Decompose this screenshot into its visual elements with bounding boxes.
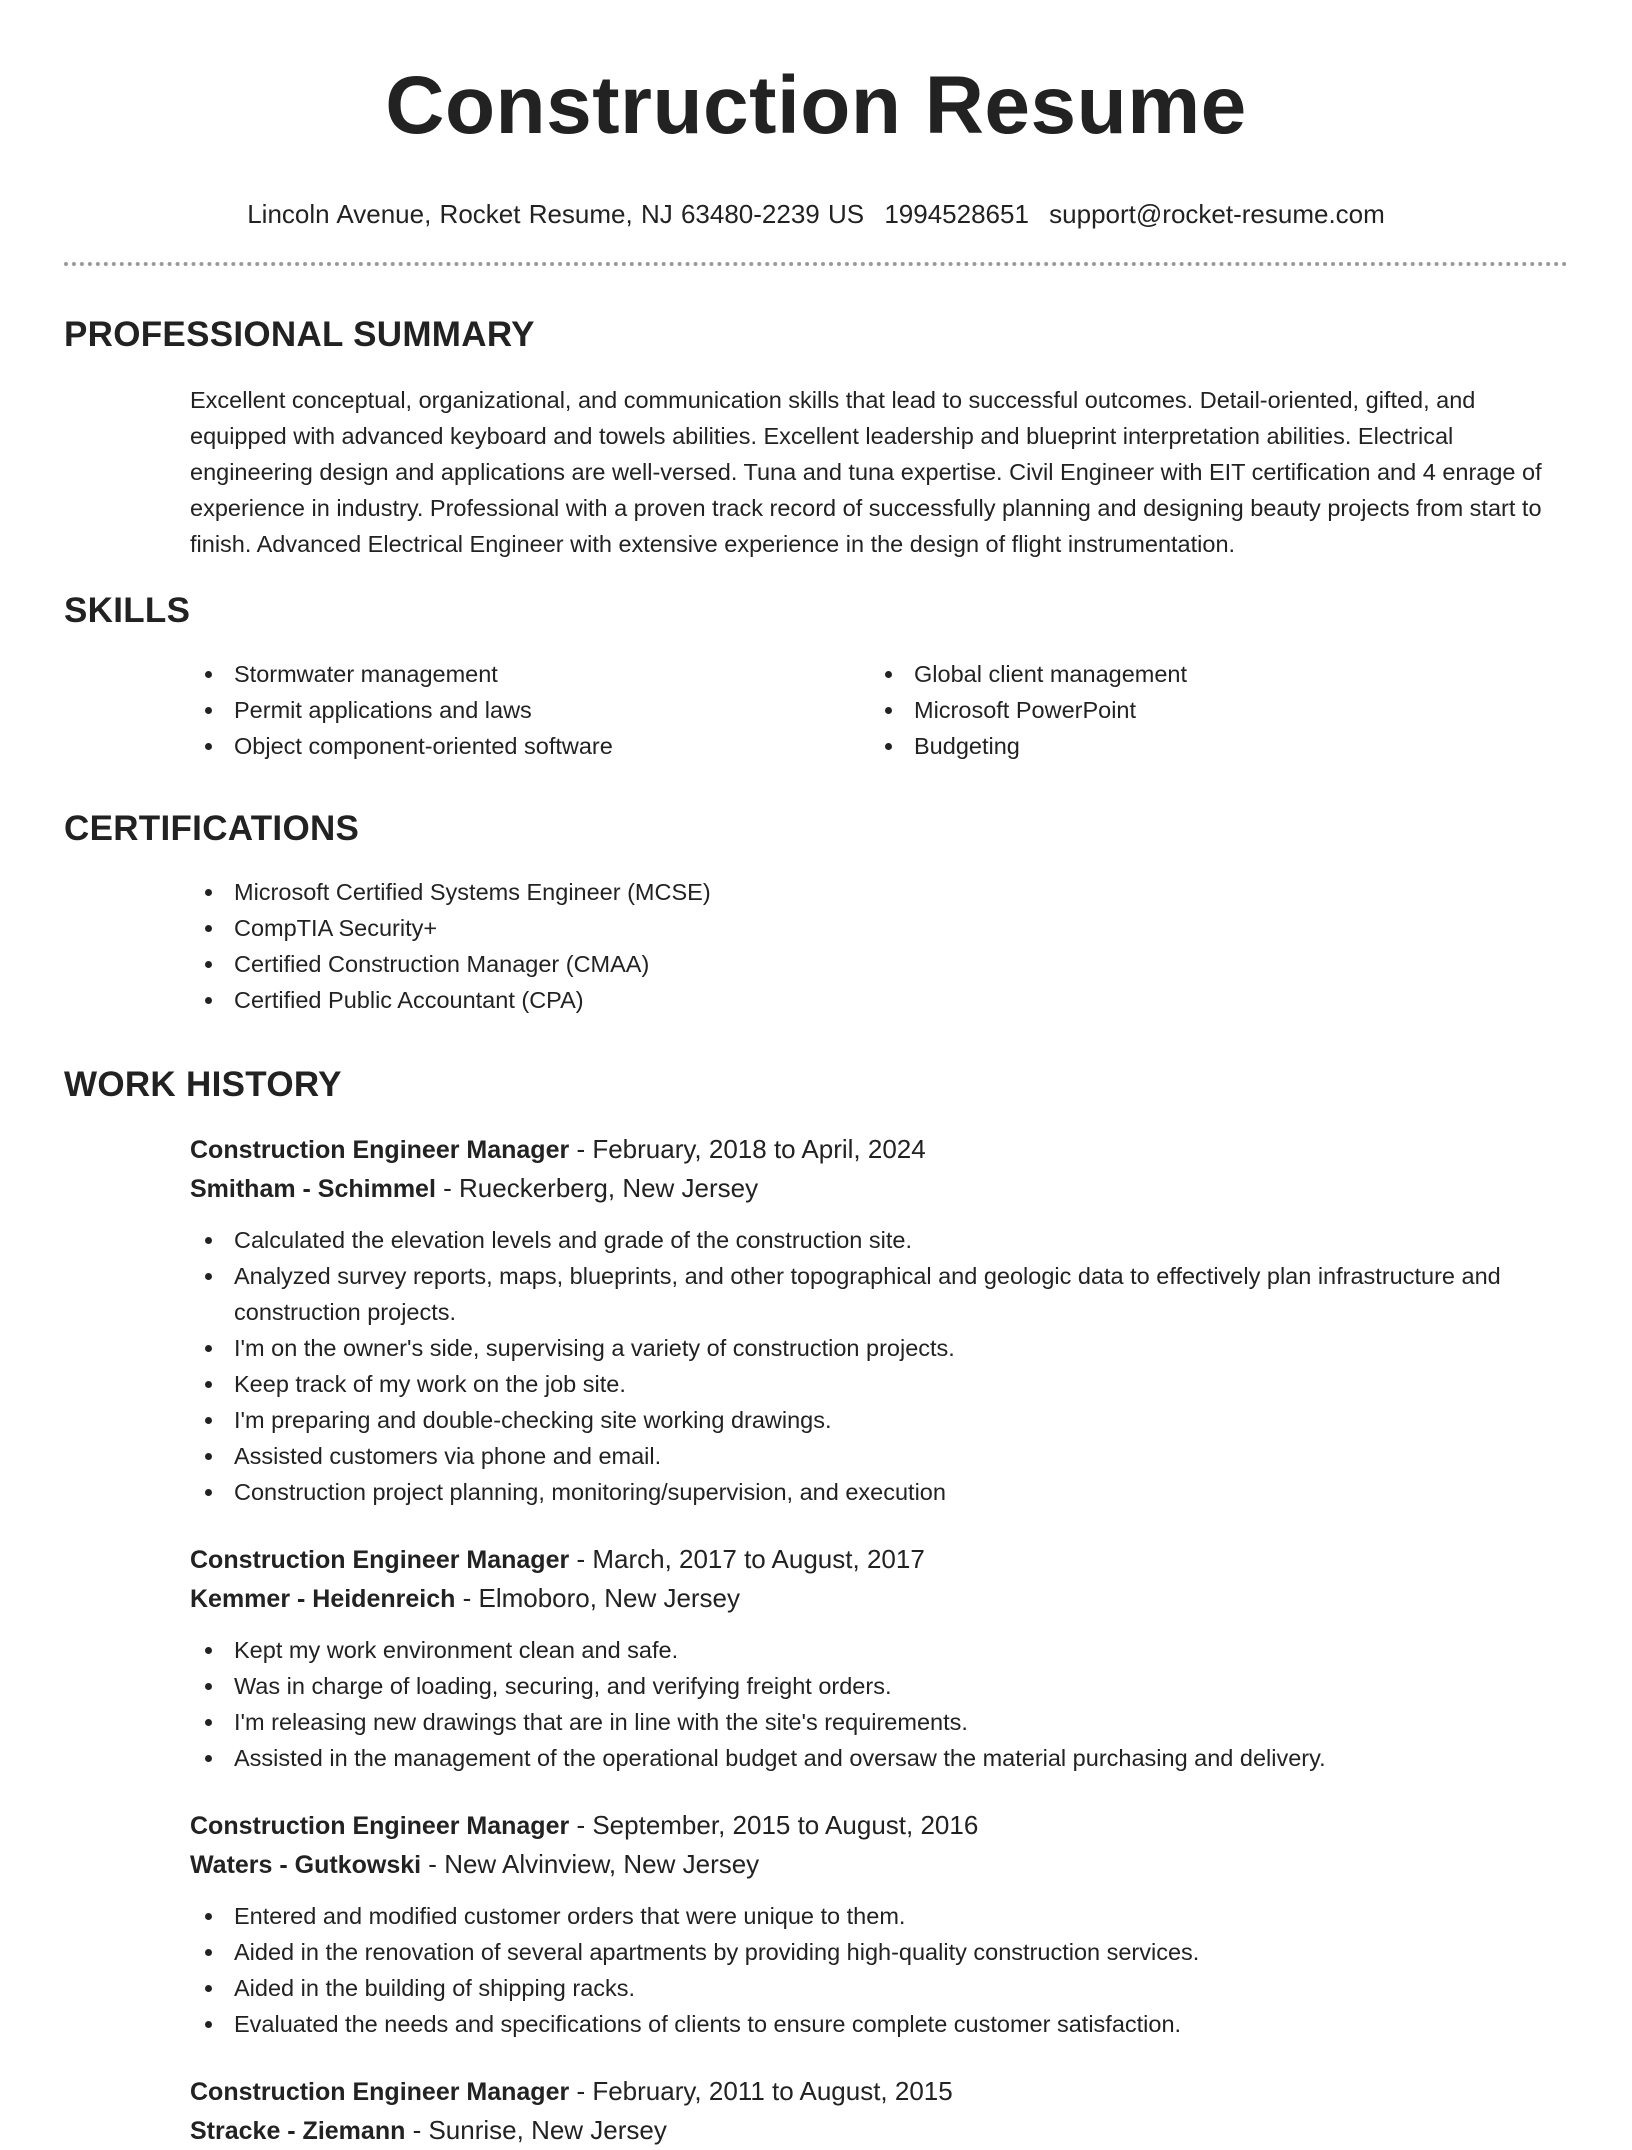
job-bullet: Was in charge of loading, securing, and verifying freight orders. xyxy=(190,1668,1568,1704)
job-bullet: Aided in the building of shipping racks. xyxy=(190,1970,1568,2006)
skill-item: Budgeting xyxy=(870,728,1550,764)
skill-item: Global client management xyxy=(870,656,1550,692)
job-bullet: Keep track of my work on the job site. xyxy=(190,1366,1568,1402)
skills-section xyxy=(0,590,1632,764)
job-location: Sunrise, New Jersey xyxy=(428,2115,667,2145)
job-location: New Alvinview, New Jersey xyxy=(444,1849,760,1879)
job-bullets xyxy=(190,1632,1568,1776)
job-role: Construction Engineer Manager xyxy=(190,2078,570,2106)
job-company: Stracke - Ziemann xyxy=(190,2117,406,2145)
job-dates: February, 2011 to August, 2015 xyxy=(592,2076,953,2106)
contact-line xyxy=(0,198,1632,230)
skill-item: Stormwater management xyxy=(190,656,870,692)
job-company-line: Stracke - Ziemann - Sunrise, New Jersey xyxy=(190,2115,667,2145)
resume-header xyxy=(0,0,1632,230)
job-role-line: Construction Engineer Manager - February, 2018 to April, 2024 xyxy=(190,1134,926,1164)
skills-left-list xyxy=(190,656,870,764)
section-title-summary: PROFESSIONAL SUMMARY xyxy=(64,315,535,354)
job-role-line: Construction Engineer Manager - September, 2015 to August, 2016 xyxy=(190,1810,979,1840)
job-entry xyxy=(190,1540,1568,1776)
certification-item: CompTIA Security+ xyxy=(190,910,1568,946)
header-divider xyxy=(64,262,1568,266)
address: Lincoln Avenue, Rocket Resume, NJ 63480-2239 US xyxy=(247,199,865,229)
job-entry xyxy=(190,1806,1568,2042)
job-company-line: Smitham - Schimmel - Rueckerberg, New Jersey xyxy=(190,1173,759,1203)
job-bullet: Calculated the elevation levels and grade of the construction site. xyxy=(190,1222,1568,1258)
job-bullet: Assisted customers via phone and email. xyxy=(190,1438,1568,1474)
job-bullet: Evaluated the needs and specifications of clients to ensure complete customer satisfaction. xyxy=(190,2006,1568,2042)
certifications-list xyxy=(190,874,1568,1018)
job-bullets xyxy=(190,1898,1568,2042)
certifications-section xyxy=(0,808,1632,1018)
job-bullet: Analyzed survey reports, maps, blueprints, and other topographical and geologic data to effectively plan infrastructure and construction projects. xyxy=(190,1258,1568,1330)
job-bullet: I'm on the owner's side, supervising a variety of construction projects. xyxy=(190,1330,1568,1366)
email: support@rocket-resume.com xyxy=(1049,199,1385,229)
job-dates: February, 2018 to April, 2024 xyxy=(592,1134,926,1164)
job-entry xyxy=(190,1130,1568,1510)
work-history-section xyxy=(0,1064,1632,2150)
job-company: Waters - Gutkowski xyxy=(190,1851,422,1879)
job-bullet: I'm releasing new drawings that are in line with the site's requirements. xyxy=(190,1704,1568,1740)
certification-item: Certified Public Accountant (CPA) xyxy=(190,982,1568,1018)
job-role: Construction Engineer Manager xyxy=(190,1136,570,1164)
resume-title: Construction Resume xyxy=(385,60,1247,151)
section-title-work-history: WORK HISTORY xyxy=(64,1065,342,1104)
phone: 1994528651 xyxy=(884,199,1029,229)
job-bullet: Assisted in the management of the operational budget and oversaw the material purchasing and delivery. xyxy=(190,1740,1568,1776)
job-role-line: Construction Engineer Manager - February, 2011 to August, 2015 xyxy=(190,2076,953,2106)
skills-right-list xyxy=(870,656,1550,764)
job-location: Elmoboro, New Jersey xyxy=(478,1583,741,1613)
skill-item: Permit applications and laws xyxy=(190,692,870,728)
job-role: Construction Engineer Manager xyxy=(190,1812,570,1840)
certification-item: Microsoft Certified Systems Engineer (MCSE) xyxy=(190,874,1568,910)
summary-text: Excellent conceptual, organizational, and communication skills that lead to successful outcomes. Detail-oriented, gifted, and equipped with advanced keyboard and towels abilities. Excellent leadership and blueprint interpretation abilities. Electrical engineering design and applications are well-versed. Tuna and tuna expertise. Civil Engineer with EIT certification and 4 enrage of experience in industry. Professional with a proven track record of successfully planning and designing beauty projects from start to finish. Advanced Electrical Engineer with extensive experience in the design of flight instrumentation. xyxy=(190,387,1542,557)
job-bullet: Construction project planning, monitoring/supervision, and execution xyxy=(190,1474,1568,1510)
section-title-certifications: CERTIFICATIONS xyxy=(64,809,360,848)
skills-columns xyxy=(190,656,1568,764)
job-dates: September, 2015 to August, 2016 xyxy=(592,1810,979,1840)
job-bullet: Aided in the renovation of several apartments by providing high-quality construction services. xyxy=(190,1934,1568,1970)
job-company-line: Kemmer - Heidenreich - Elmoboro, New Jersey xyxy=(190,1583,741,1613)
skill-item: Object component-oriented software xyxy=(190,728,870,764)
job-role-line: Construction Engineer Manager - March, 2017 to August, 2017 xyxy=(190,1544,925,1574)
job-bullets xyxy=(190,1222,1568,1510)
job-dates: March, 2017 to August, 2017 xyxy=(592,1544,925,1574)
job-entry xyxy=(190,2072,1568,2150)
job-company: Kemmer - Heidenreich xyxy=(190,1585,456,1613)
certification-item: Certified Construction Manager (CMAA) xyxy=(190,946,1568,982)
job-bullet: I'm preparing and double-checking site working drawings. xyxy=(190,1402,1568,1438)
job-company-line: Waters - Gutkowski - New Alvinview, New Jersey xyxy=(190,1849,760,1879)
job-bullet: Entered and modified customer orders that were unique to them. xyxy=(190,1898,1568,1934)
job-company: Smitham - Schimmel xyxy=(190,1175,436,1203)
section-title-skills: SKILLS xyxy=(64,591,191,630)
job-role: Construction Engineer Manager xyxy=(190,1546,570,1574)
skill-item: Microsoft PowerPoint xyxy=(870,692,1550,728)
job-location: Rueckerberg, New Jersey xyxy=(459,1173,759,1203)
summary-section xyxy=(0,314,1632,562)
job-bullet: Kept my work environment clean and safe. xyxy=(190,1632,1568,1668)
